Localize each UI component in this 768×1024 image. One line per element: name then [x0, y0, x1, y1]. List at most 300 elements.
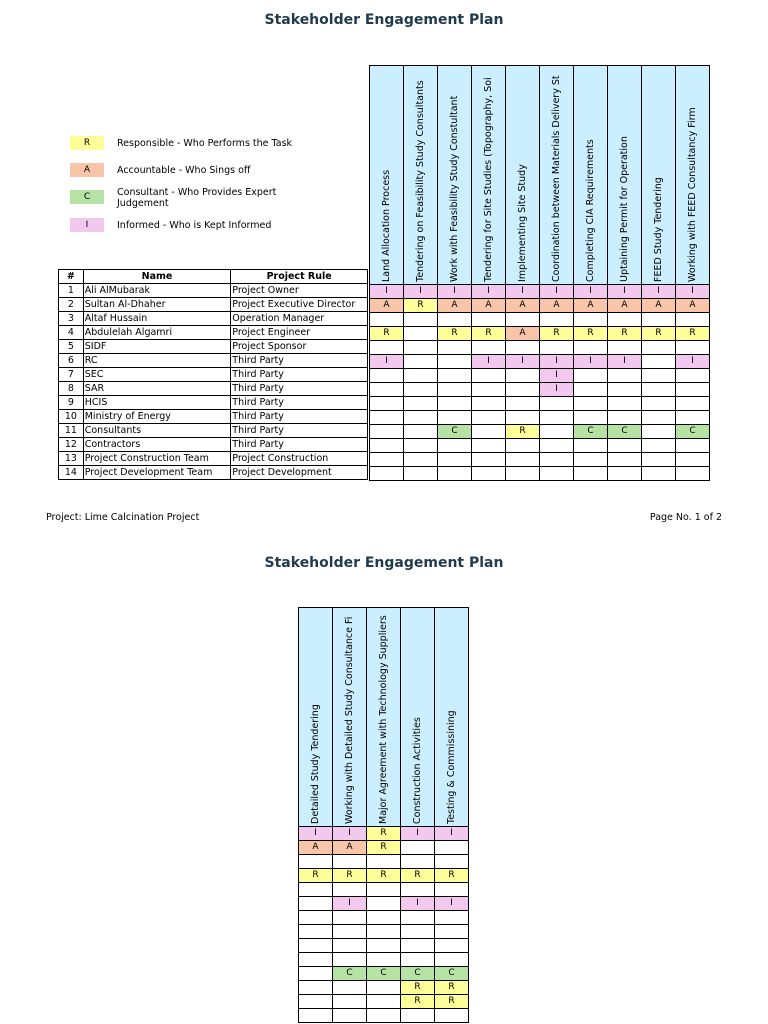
raci-cell	[404, 369, 438, 383]
task-label: Tendering for Site Studies (Topography, Soi	[483, 77, 494, 282]
task-label: Tendering on Feasibility Study Consultants	[415, 80, 426, 282]
raci-cell	[367, 855, 401, 869]
raci-cell	[370, 369, 404, 383]
raci-cell	[506, 439, 540, 453]
header-name: Name	[83, 270, 231, 284]
raci-cell: A	[642, 299, 676, 313]
stakeholder-role: Project Engineer	[231, 326, 368, 340]
stakeholder-num: 5	[59, 340, 84, 354]
stakeholder-role: Project Owner	[231, 284, 368, 298]
raci-cell	[472, 453, 506, 467]
raci-cell: C	[676, 425, 710, 439]
raci-cell: R	[370, 327, 404, 341]
task-header	[506, 66, 540, 285]
raci-cell	[367, 939, 401, 953]
stakeholder-name: Abdulelah Algamri	[83, 326, 231, 340]
task-label: Working with Detailed Study Consultance Fi	[344, 616, 355, 824]
raci-cell	[435, 841, 469, 855]
stakeholder-name: Ministry of Energy	[83, 410, 231, 424]
raci-cell	[370, 313, 404, 327]
raci-cell	[608, 467, 642, 481]
raci-cell	[472, 369, 506, 383]
raci-cell	[540, 411, 574, 425]
raci-cell	[438, 355, 472, 369]
stakeholder-role: Operation Manager	[231, 312, 368, 326]
task-label: FEED Study Tendering	[653, 177, 664, 282]
table-row	[59, 466, 368, 480]
table-row	[59, 452, 368, 466]
raci-cell: R	[608, 327, 642, 341]
raci-cell	[299, 995, 333, 1009]
table-row	[59, 368, 368, 382]
raci-cell	[404, 313, 438, 327]
raci-cell: I	[370, 285, 404, 299]
task-label: Work with Feasibility Study Constultant	[449, 95, 460, 282]
raci-cell	[608, 411, 642, 425]
raci-cell	[333, 855, 367, 869]
stakeholder-num: 14	[59, 466, 84, 480]
raci-cell	[472, 383, 506, 397]
raci-cell	[401, 925, 435, 939]
raci-cell	[472, 425, 506, 439]
raci-cell: I	[333, 897, 367, 911]
raci-cell	[299, 967, 333, 981]
matrix-row	[299, 953, 469, 967]
raci-cell	[404, 397, 438, 411]
raci-cell	[574, 369, 608, 383]
stakeholder-num: 8	[59, 382, 84, 396]
raci-cell: R	[401, 981, 435, 995]
matrix-row	[299, 981, 469, 995]
raci-cell	[299, 911, 333, 925]
raci-cell	[438, 369, 472, 383]
raci-cell	[472, 397, 506, 411]
legend-swatch: A	[70, 163, 104, 177]
task-header	[472, 66, 506, 285]
stakeholder-role: Third Party	[231, 396, 368, 410]
raci-cell	[299, 981, 333, 995]
task-label: Uptaining Permit for Operation	[619, 136, 630, 282]
footer-project: Project: Lime Calcination Project	[46, 512, 200, 523]
raci-cell	[367, 911, 401, 925]
legend-label: Consultant - Who Provides Expert Judgement	[117, 187, 277, 209]
raci-cell	[404, 439, 438, 453]
matrix-row	[299, 967, 469, 981]
raci-cell: I	[299, 827, 333, 841]
matrix-row	[299, 883, 469, 897]
raci-cell	[370, 467, 404, 481]
stakeholder-name: Contractors	[83, 438, 231, 452]
raci-cell	[404, 411, 438, 425]
matrix-row	[370, 425, 710, 439]
stakeholder-num: 1	[59, 284, 84, 298]
raci-cell	[472, 467, 506, 481]
stakeholder-role: Project Development	[231, 466, 368, 480]
raci-cell	[370, 411, 404, 425]
matrix-row	[299, 911, 469, 925]
raci-cell: A	[676, 299, 710, 313]
matrix-row	[299, 995, 469, 1009]
raci-matrix-page1	[369, 65, 710, 481]
raci-cell: I	[676, 355, 710, 369]
stakeholder-name: Project Development Team	[83, 466, 231, 480]
stakeholder-table	[58, 269, 368, 480]
raci-cell	[676, 313, 710, 327]
raci-cell: I	[401, 827, 435, 841]
task-label: Completing CIA Requirements	[585, 139, 596, 282]
raci-cell: R	[367, 827, 401, 841]
stakeholder-role: Project Sponsor	[231, 340, 368, 354]
matrix-row	[299, 939, 469, 953]
raci-cell	[333, 939, 367, 953]
stakeholder-num: 7	[59, 368, 84, 382]
raci-cell	[333, 953, 367, 967]
table-row	[59, 382, 368, 396]
raci-cell	[367, 925, 401, 939]
raci-cell	[370, 453, 404, 467]
stakeholder-num: 3	[59, 312, 84, 326]
raci-cell: A	[299, 841, 333, 855]
table-row	[59, 354, 368, 368]
raci-cell	[608, 369, 642, 383]
table-row	[59, 284, 368, 298]
raci-cell	[608, 397, 642, 411]
raci-cell: I	[540, 355, 574, 369]
matrix-row	[370, 341, 710, 355]
raci-cell	[676, 453, 710, 467]
raci-cell	[676, 467, 710, 481]
raci-cell	[299, 1009, 333, 1023]
matrix-row	[370, 285, 710, 299]
stakeholder-role: Third Party	[231, 354, 368, 368]
raci-cell: C	[435, 967, 469, 981]
raci-cell	[506, 313, 540, 327]
raci-cell	[540, 397, 574, 411]
stakeholder-num: 13	[59, 452, 84, 466]
raci-cell	[299, 925, 333, 939]
task-label: Working with FEED Consultancy Firm	[687, 107, 698, 282]
raci-cell	[540, 453, 574, 467]
raci-cell: R	[435, 869, 469, 883]
raci-cell: R	[676, 327, 710, 341]
raci-cell	[506, 411, 540, 425]
raci-cell	[608, 341, 642, 355]
raci-cell: A	[472, 299, 506, 313]
table-row	[59, 312, 368, 326]
table-row	[59, 340, 368, 354]
raci-cell: R	[401, 995, 435, 1009]
raci-cell: I	[370, 355, 404, 369]
raci-cell: A	[333, 841, 367, 855]
raci-cell: C	[574, 425, 608, 439]
matrix-row	[370, 355, 710, 369]
raci-cell	[367, 897, 401, 911]
raci-cell	[435, 883, 469, 897]
raci-cell: R	[401, 869, 435, 883]
stakeholder-name: SEC	[83, 368, 231, 382]
raci-cell: I	[642, 285, 676, 299]
task-header	[540, 66, 574, 285]
raci-cell	[367, 995, 401, 1009]
raci-cell	[438, 439, 472, 453]
table-row	[59, 438, 368, 452]
raci-cell: A	[608, 299, 642, 313]
raci-cell	[676, 439, 710, 453]
raci-cell	[404, 327, 438, 341]
task-label: Implementing Site Study	[517, 164, 528, 282]
raci-cell	[370, 341, 404, 355]
table-row	[59, 396, 368, 410]
raci-cell	[438, 467, 472, 481]
task-header	[404, 66, 438, 285]
raci-cell	[676, 341, 710, 355]
page-title: Stakeholder Engagement Plan	[264, 12, 504, 28]
raci-cell	[574, 439, 608, 453]
raci-cell	[608, 439, 642, 453]
raci-cell	[642, 453, 676, 467]
raci-cell: I	[676, 285, 710, 299]
raci-cell: R	[574, 327, 608, 341]
raci-cell	[642, 355, 676, 369]
raci-cell	[333, 995, 367, 1009]
raci-cell	[438, 383, 472, 397]
raci-cell: R	[333, 869, 367, 883]
footer-page-number: Page No. 1 of 2	[649, 512, 722, 523]
raci-cell: R	[367, 869, 401, 883]
raci-cell: I	[404, 285, 438, 299]
task-header	[608, 66, 642, 285]
raci-cell: R	[299, 869, 333, 883]
raci-cell: R	[642, 327, 676, 341]
task-header	[401, 608, 435, 827]
raci-cell	[401, 883, 435, 897]
raci-cell	[642, 369, 676, 383]
raci-cell	[472, 341, 506, 355]
raci-cell: I	[608, 355, 642, 369]
raci-cell: I	[472, 355, 506, 369]
table-row	[59, 410, 368, 424]
raci-cell	[333, 883, 367, 897]
header-num: #	[59, 270, 84, 284]
raci-cell: I	[540, 383, 574, 397]
raci-cell	[435, 855, 469, 869]
stakeholder-name: Consultants	[83, 424, 231, 438]
raci-cell	[472, 411, 506, 425]
raci-cell	[438, 453, 472, 467]
matrix-row	[299, 841, 469, 855]
raci-cell	[642, 383, 676, 397]
raci-cell	[435, 939, 469, 953]
raci-cell	[506, 397, 540, 411]
raci-cell	[540, 467, 574, 481]
task-label: Coordination between Materials Delivery St	[551, 75, 562, 282]
stakeholder-role: Third Party	[231, 438, 368, 452]
stakeholder-name: SIDF	[83, 340, 231, 354]
task-label: Detailed Study Tendering	[310, 704, 321, 824]
raci-cell: A	[540, 299, 574, 313]
raci-cell	[574, 313, 608, 327]
stakeholder-num: 4	[59, 326, 84, 340]
stakeholder-name: Altaf Hussain	[83, 312, 231, 326]
raci-cell	[401, 939, 435, 953]
stakeholder-num: 9	[59, 396, 84, 410]
raci-cell	[299, 897, 333, 911]
legend-label: Informed - Who is Kept Informed	[117, 220, 272, 231]
legend-swatch: I	[70, 218, 104, 232]
raci-cell	[404, 453, 438, 467]
raci-cell: A	[506, 299, 540, 313]
raci-cell: A	[574, 299, 608, 313]
header-role: Project Rule	[231, 270, 368, 284]
page2-title: Stakeholder Engagement Plan	[264, 555, 504, 571]
raci-cell	[472, 313, 506, 327]
raci-cell: I	[333, 827, 367, 841]
matrix-row	[370, 299, 710, 313]
raci-cell	[333, 1009, 367, 1023]
stakeholder-num: 10	[59, 410, 84, 424]
raci-cell: I	[435, 827, 469, 841]
raci-cell	[333, 911, 367, 925]
task-label: Major Agreement with Technology Suppliers	[378, 615, 389, 824]
matrix-row	[370, 383, 710, 397]
raci-cell	[435, 1009, 469, 1023]
raci-cell	[333, 981, 367, 995]
raci-cell: I	[540, 369, 574, 383]
raci-cell	[404, 383, 438, 397]
stakeholder-name: Ali AlMubarak	[83, 284, 231, 298]
matrix-row	[370, 397, 710, 411]
raci-cell	[608, 383, 642, 397]
raci-cell	[438, 411, 472, 425]
raci-cell	[401, 1009, 435, 1023]
raci-cell	[370, 439, 404, 453]
task-header	[367, 608, 401, 827]
raci-cell	[676, 383, 710, 397]
task-label: Construction Activities	[412, 717, 423, 824]
task-label: Land Allocation Process	[381, 169, 392, 282]
raci-cell	[299, 939, 333, 953]
raci-cell: I	[608, 285, 642, 299]
stakeholder-num: 6	[59, 354, 84, 368]
raci-cell: I	[574, 355, 608, 369]
matrix-row	[299, 855, 469, 869]
raci-cell: C	[608, 425, 642, 439]
matrix-row	[299, 827, 469, 841]
raci-cell	[299, 953, 333, 967]
raci-cell: I	[506, 285, 540, 299]
raci-cell	[642, 411, 676, 425]
table-row	[59, 326, 368, 340]
raci-cell: C	[401, 967, 435, 981]
raci-cell: I	[401, 897, 435, 911]
raci-cell	[642, 439, 676, 453]
task-header	[435, 608, 469, 827]
raci-cell: R	[435, 981, 469, 995]
raci-cell	[642, 313, 676, 327]
raci-cell: I	[472, 285, 506, 299]
stakeholder-num: 12	[59, 438, 84, 452]
raci-cell: R	[404, 299, 438, 313]
raci-cell: R	[438, 327, 472, 341]
raci-cell: A	[370, 299, 404, 313]
raci-cell	[367, 1009, 401, 1023]
raci-cell	[506, 369, 540, 383]
raci-cell	[435, 911, 469, 925]
raci-cell	[642, 467, 676, 481]
raci-cell	[574, 411, 608, 425]
task-header	[676, 66, 710, 285]
raci-cell: I	[438, 285, 472, 299]
raci-cell: R	[367, 841, 401, 855]
raci-cell	[540, 341, 574, 355]
raci-cell: R	[540, 327, 574, 341]
raci-cell	[367, 981, 401, 995]
raci-cell	[404, 341, 438, 355]
matrix-row	[370, 439, 710, 453]
raci-cell: I	[574, 285, 608, 299]
raci-cell	[608, 313, 642, 327]
raci-cell: I	[506, 355, 540, 369]
task-header	[438, 66, 472, 285]
stakeholder-num: 11	[59, 424, 84, 438]
raci-cell	[540, 439, 574, 453]
raci-cell	[367, 883, 401, 897]
raci-cell	[438, 313, 472, 327]
raci-cell	[574, 397, 608, 411]
matrix-row	[299, 869, 469, 883]
stakeholder-name: Project Construction Team	[83, 452, 231, 466]
raci-cell	[540, 425, 574, 439]
task-header	[299, 608, 333, 827]
stakeholder-name: SAR	[83, 382, 231, 396]
raci-cell	[438, 341, 472, 355]
matrix-row	[370, 467, 710, 481]
raci-cell	[404, 467, 438, 481]
raci-cell	[506, 467, 540, 481]
raci-cell	[401, 841, 435, 855]
task-header	[642, 66, 676, 285]
raci-cell: I	[540, 285, 574, 299]
raci-cell	[574, 341, 608, 355]
matrix-row	[370, 327, 710, 341]
raci-cell	[676, 397, 710, 411]
raci-cell: R	[472, 327, 506, 341]
legend-swatch: C	[70, 190, 104, 204]
raci-cell	[472, 439, 506, 453]
table-row	[59, 424, 368, 438]
raci-cell	[435, 953, 469, 967]
raci-cell	[370, 397, 404, 411]
raci-cell	[299, 855, 333, 869]
raci-cell	[404, 425, 438, 439]
raci-cell	[506, 453, 540, 467]
task-header	[333, 608, 367, 827]
raci-cell	[506, 383, 540, 397]
stakeholder-role: Third Party	[231, 382, 368, 396]
raci-cell	[574, 383, 608, 397]
stakeholder-num: 2	[59, 298, 84, 312]
raci-cell	[370, 383, 404, 397]
raci-cell	[608, 453, 642, 467]
legend-label: Accountable - Who Sings off	[117, 165, 251, 176]
matrix-row	[370, 453, 710, 467]
raci-cell	[404, 355, 438, 369]
stakeholder-name: HCIS	[83, 396, 231, 410]
stakeholder-role: Third Party	[231, 410, 368, 424]
matrix-row	[370, 313, 710, 327]
raci-cell	[642, 425, 676, 439]
raci-cell	[438, 397, 472, 411]
